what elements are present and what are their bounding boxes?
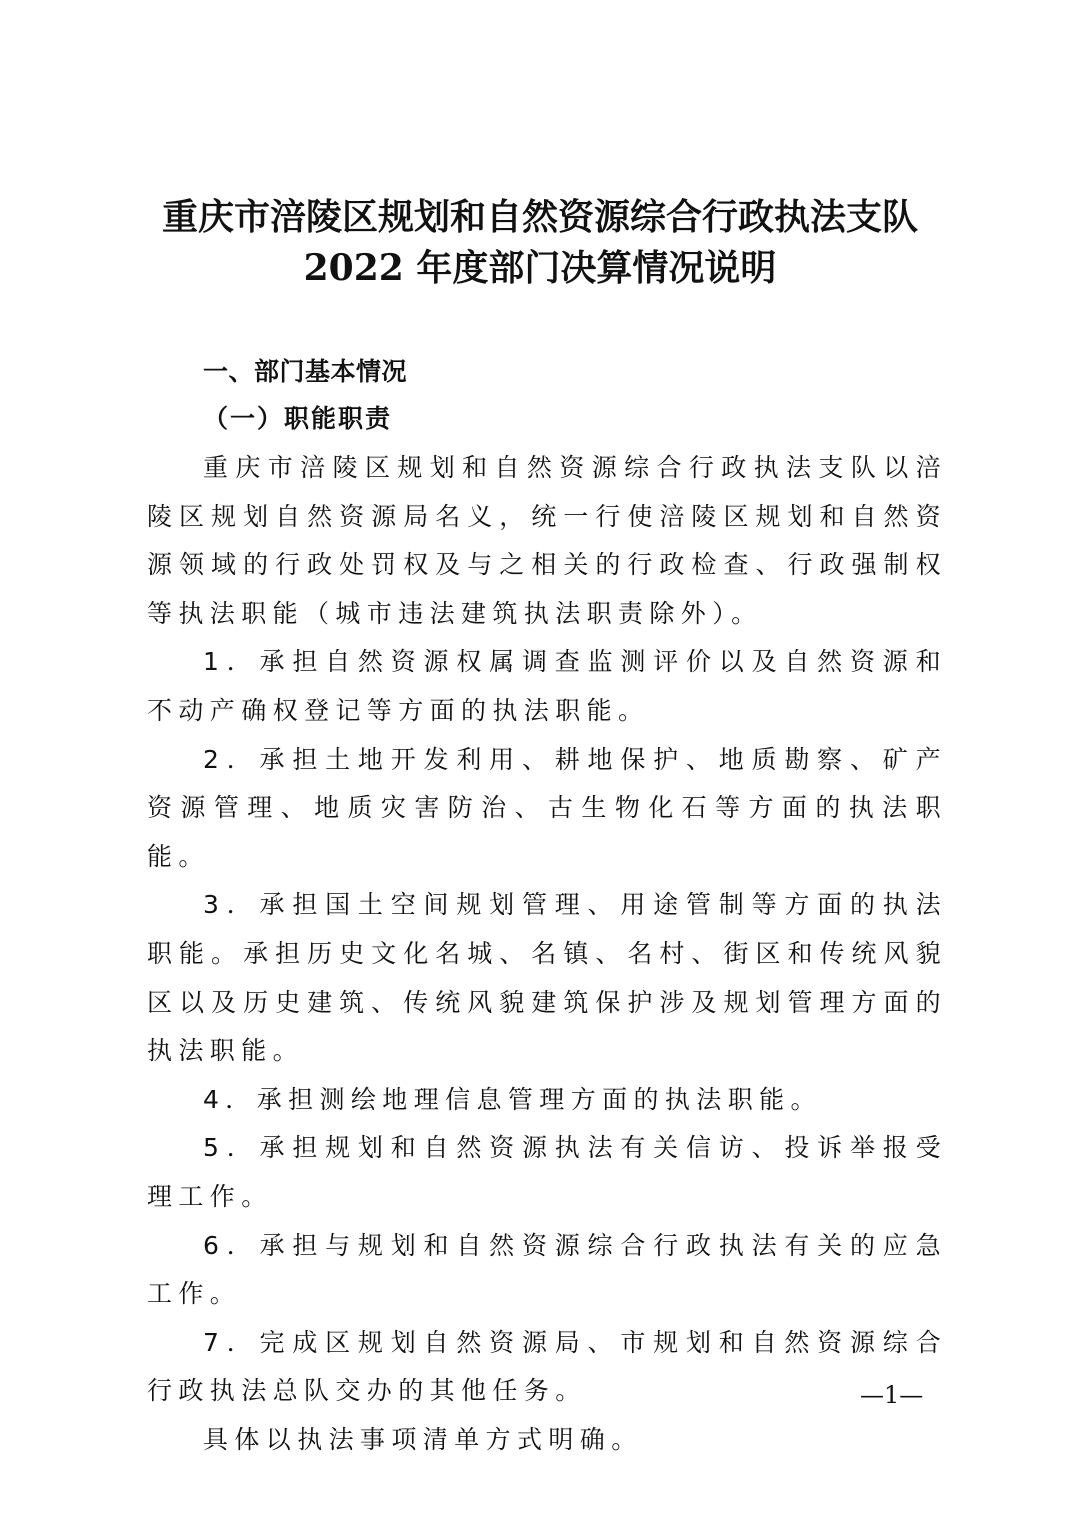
paragraph-item-3: 3．承担国土空间规划管理、用途管制等方面的执法职能。承担历史文化名城、名镇、名村、街区和传统风貌区以及历史建筑、传统风貌建筑保护涉及规划管理方面的执法职能。 [147,890,947,1066]
body-text [147,444,947,1464]
document-title-line1: 重庆市涪陵区规划和自然资源综合行政执法支队 [161,196,918,238]
paragraph-closing: 具体以执法事项清单方式明确。 [203,1424,643,1454]
paragraph-item-1: 1．承担自然资源权属调查监测评价以及自然资源和不动产确权登记等方面的执法职能。 [147,647,947,725]
paragraph-item-2: 2．承担土地开发利用、耕地保护、地质勘察、矿产资源管理、地质灾害防治、古生物化石等方面的执法职能。 [147,744,947,871]
paragraph-item-7: 7．完成区规划自然资源局、市规划和自然资源综合行政执法总队交办的其他任务。 [147,1327,947,1406]
paragraph-item-5: 5．承担规划和自然资源执法有关信访、投诉举报受理工作。 [147,1133,947,1211]
paragraph-intro: 重庆市涪陵区规划和自然资源综合行政执法支队以涪陵区规划自然资源局名义，统一行使涪陵区规划和自然资源领域的行政处罚权及与之相关的行政检查、行政强制权等执法职能（城市违法建筑执法职责除外）。 [147,453,947,628]
section-heading: 一、部门基本情况 [203,357,408,386]
document-title-line2: 2022 年度部门决算情况说明 [303,247,777,289]
page-number: —1— [860,1381,924,1409]
subsection-heading: （一）职能职责 [203,404,393,433]
paragraph-item-4: 4．承担测绘地理信息管理方面的执法职能。 [203,1084,822,1114]
paragraph-item-6: 6．承担与规划和自然资源综合行政执法有关的应急工作。 [147,1230,947,1309]
